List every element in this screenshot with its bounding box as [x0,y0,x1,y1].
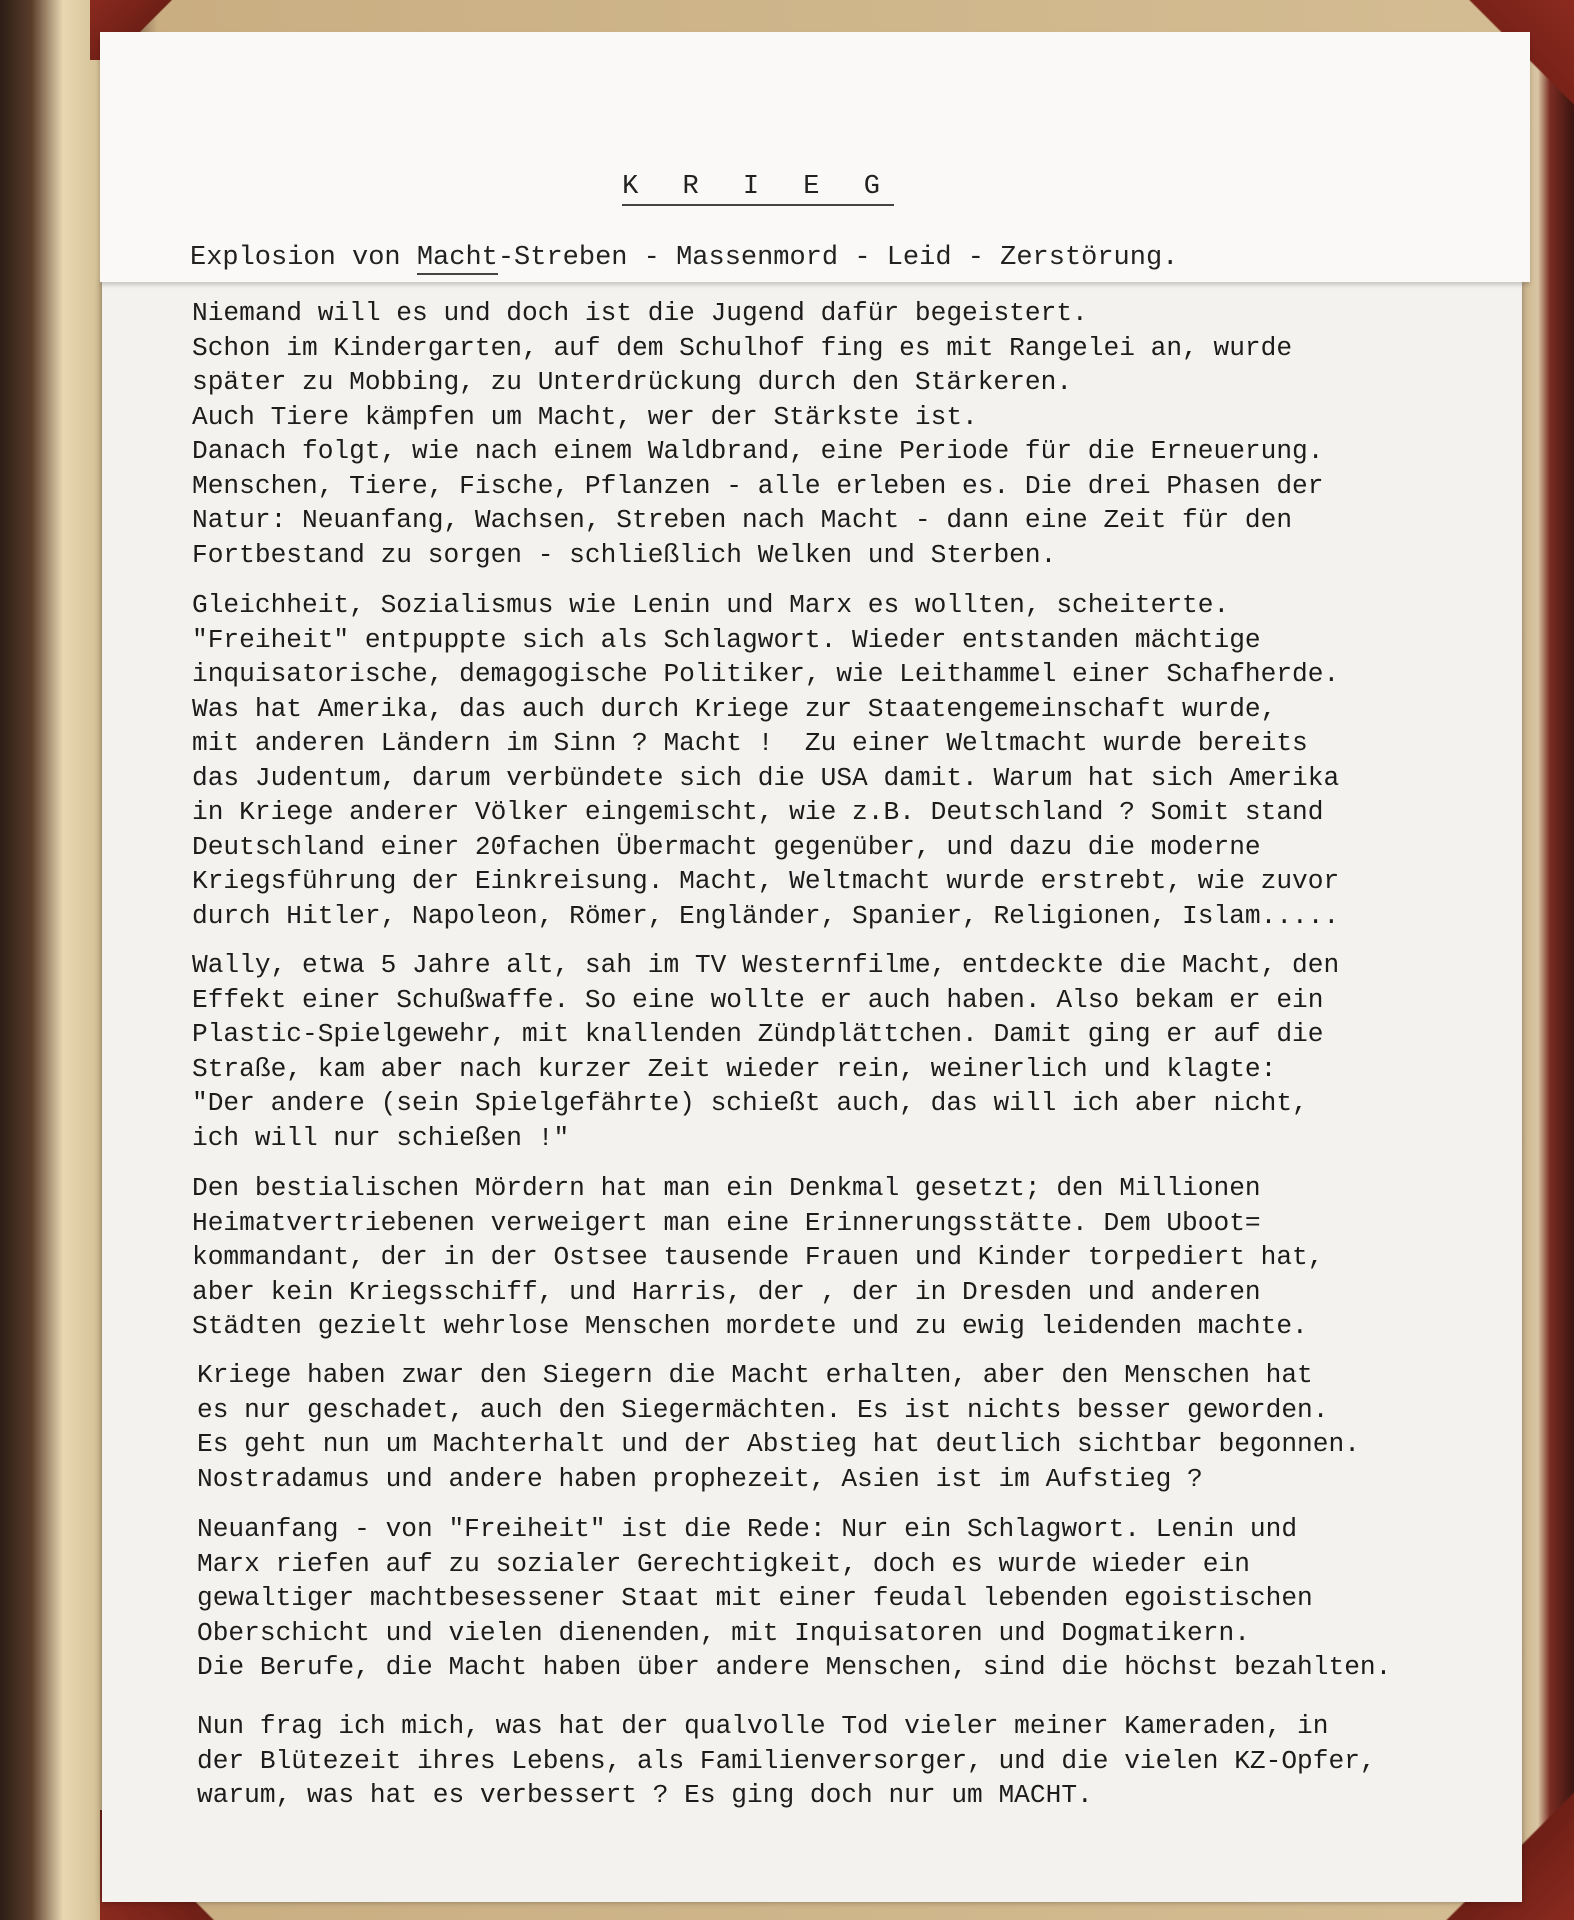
paragraph-7 [197,1709,1497,1813]
text-line: Straße, kam aber nach kurzer Zeit wieder rein, weinerlich und klagte: [192,1053,1277,1084]
paragraph-1 [192,296,1492,572]
text-line: später zu Mobbing, zu Unterdrückung durch den Stärkeren. [192,367,1073,397]
text-line: Marx riefen auf zu sozialer Gerechtigkeit, doch es wurde wieder ein [197,1548,1250,1579]
subtitle-after: -Streben - Massenmord - Leid - Zerstörung. [497,243,1179,273]
text-line: Danach folgt, wie nach einem Waldbrand, eine Periode für die Erneuerung. [192,436,1324,466]
text-line: Gleichheit, Sozialismus wie Lenin und Marx es wollten, scheiterte. [192,590,1230,620]
text-line: Städten gezielt wehrlose Menschen mordete und zu ewig leidenden machte. [192,1311,1308,1341]
text-line: ich will nur schießen !" [192,1122,570,1153]
paragraph-3 [192,948,1492,1155]
document-subtitle [190,243,1490,273]
document-title-text: K R I E G [622,172,894,206]
subtitle-underlined-word: Macht [416,243,498,273]
text-line: Effekt einer Schußwaffe. So eine wollte er auch haben. Also bekam er ein [192,984,1324,1015]
text-line: Kriegsführung der Einkreisung. Macht, Weltmacht wurde erstrebt, wie zuvor [192,866,1340,896]
text-line: Oberschicht und vielen dienenden, mit Inquisatoren und Dogmatikern. [197,1617,1250,1648]
text-line: mit anderen Ländern im Sinn ? Macht ! Zu einer Weltmacht wurde bereits [192,728,1308,758]
text-line: warum, was hat es verbessert ? Es ging doch nur um MACHT. [197,1780,1093,1810]
text-line: Es geht nun um Machterhalt und der Abstieg hat deutlich sichtbar begonnen. [197,1429,1360,1459]
text-line: es nur geschadet, auch den Siegermächten. Es ist nichts besser geworden. [197,1394,1329,1425]
text-line: Schon im Kindergarten, auf dem Schulhof fing es mit Rangelei an, wurde [192,332,1293,363]
text-line: kommandant, der in der Ostsee tausende Frauen und Kinder torpediert hat, [192,1242,1324,1272]
text-line: durch Hitler, Napoleon, Römer, Engländer, Spanier, Religionen, Islam..... [192,900,1340,931]
text-line: Deutschland einer 20fachen Übermacht gegenüber, und dazu die moderne [192,831,1261,862]
paragraph-4 [192,1171,1492,1344]
text-line: Wally, etwa 5 Jahre alt, sah im TV Westernfilme, entdeckte die Macht, den [192,950,1340,980]
text-line: das Judentum, darum verbündete sich die USA damit. Warum hat sich Amerika [192,762,1340,793]
text-line: inquisatorische, demagogische Politiker, wie Leithammel einer Schafherde. [192,659,1340,689]
paragraph-5 [197,1358,1497,1496]
text-line: Plastic-Spielgewehr, mit knallenden Zündplättchen. Damit ging er auf die [192,1019,1324,1049]
paragraph-6 [197,1512,1497,1685]
text-line: der Blütezeit ihres Lebens, als Familienversorger, und die vielen KZ-Opfer, [197,1745,1376,1776]
text-line: Kriege haben zwar den Siegern die Macht erhalten, aber den Menschen hat [197,1360,1313,1390]
text-line: Den bestialischen Mördern hat man ein Denkmal gesetzt; den Millionen [192,1173,1261,1203]
text-line: "Freiheit" entpuppte sich als Schlagwort. Wieder entstanden mächtige [192,624,1261,655]
paragraph-2 [192,588,1492,933]
text-line: "Der andere (sein Spielgefährte) schießt auch, das will ich aber nicht, [192,1088,1308,1118]
text-line: in Kriege anderer Völker eingemischt, wie z.B. Deutschland ? Somit stand [192,797,1324,827]
text-line: gewaltiger machtbesessener Staat mit einer feudal lebenden egoistischen [197,1583,1313,1613]
text-line: Nostradamus und andere haben prophezeit, Asien ist im Aufstieg ? [197,1463,1203,1494]
text-line: Nun frag ich mich, was hat der qualvolle Tod vieler meiner Kameraden, in [197,1711,1329,1741]
text-line: Heimatvertriebenen verweigert man eine Erinnerungsstätte. Dem Uboot= [192,1207,1261,1238]
text-line: Neuanfang - von "Freiheit" ist die Rede: Nur ein Schlagwort. Lenin und [197,1514,1298,1544]
text-line: Natur: Neuanfang, Wachsen, Streben nach Macht - dann eine Zeit für den [192,505,1293,535]
text-line: Niemand will es und doch ist die Jugend dafür begeistert. [192,298,1088,328]
text-line: Auch Tiere kämpfen um Macht, wer der Stärkste ist. [192,401,978,432]
text-line: aber kein Kriegsschiff, und Harris, der , der in Dresden und anderen [192,1276,1261,1307]
text-line: Was hat Amerika, das auch durch Kriege zur Staatengemeinschaft wurde, [192,693,1277,724]
subtitle-before: Explosion von [190,243,417,273]
document-title [0,172,1516,202]
book-cover-edge [1514,0,1574,1920]
text-line: Die Berufe, die Macht haben über andere Menschen, sind die höchst bezahlten. [197,1652,1392,1682]
text-line: Menschen, Tiere, Fische, Pflanzen - alle erleben es. Die drei Phasen der [192,470,1324,501]
text-line: Fortbestand zu sorgen - schließlich Welken und Sterben. [192,539,1057,570]
